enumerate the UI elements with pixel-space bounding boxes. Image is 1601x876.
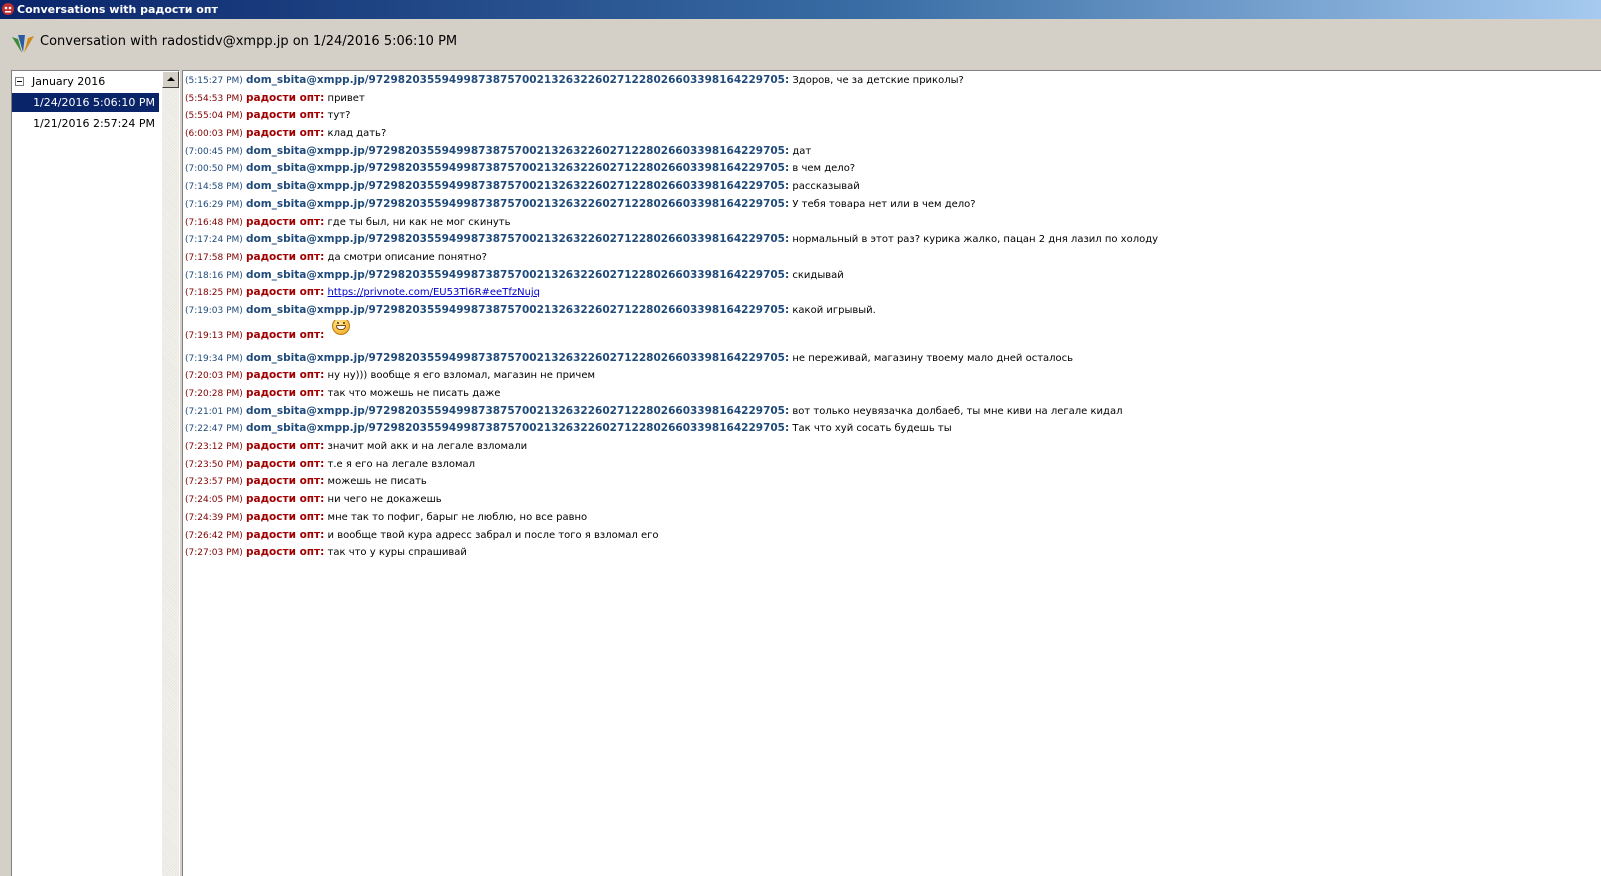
message-timestamp: (7:27:03 PM): [185, 548, 243, 559]
tree-month-node[interactable]: [12, 72, 159, 91]
message-sender: dom_sbita@xmpp.jp/97298203559499873875700213263226027122802660339816422970​5:: [245, 422, 790, 435]
message-sender: dom_sbita@xmpp.jp/97298203559499873875700213263226027122802660339816422970​5:: [245, 74, 790, 86]
message-sender: dom_sbita@xmpp.jp/97298203559499873875700213263226027122802660339816422970​5:: [245, 233, 790, 246]
message-row: [185, 231, 1595, 249]
message-timestamp: (7:16:29 PM): [185, 199, 243, 210]
message-sender: радости опт:: [245, 510, 325, 523]
message-sender: радости опт:: [245, 250, 325, 263]
message-row: [185, 320, 1595, 350]
message-body: в чем дело?: [792, 163, 856, 175]
message-timestamp: (7:23:57 PM): [185, 477, 243, 488]
message-body: да смотри описание понятно?: [327, 251, 487, 263]
message-sender: радости опт:: [245, 440, 325, 453]
message-timestamp: (7:18:16 PM): [185, 270, 243, 281]
message-timestamp: (7:24:39 PM): [185, 512, 243, 523]
message-timestamp: (7:18:25 PM): [185, 288, 243, 299]
message-body: тут?: [327, 110, 351, 122]
message-row: [185, 438, 1595, 456]
message-body: Здоров, че за детские приколы?: [792, 75, 964, 86]
message-timestamp: (5:55:04 PM): [185, 111, 243, 122]
message-body: можешь не писать: [327, 476, 427, 488]
message-body: нормальный в этот раз? курика жалко, пацан 2 дня лазил по холоду: [792, 234, 1159, 246]
grin-emoticon-icon: [332, 320, 350, 335]
message-row: [185, 350, 1595, 368]
message-sender: радости опт:: [245, 215, 325, 228]
message-body: [328, 330, 350, 341]
message-timestamp: (7:20:03 PM): [185, 371, 243, 382]
message-sender: dom_sbita@xmpp.jp/97298203559499873875700213263226027122802660339816422970​5:: [245, 303, 790, 316]
message-list: [185, 72, 1595, 562]
message-timestamp: (7:14:58 PM): [185, 182, 243, 193]
message-timestamp: (7:00:50 PM): [185, 164, 243, 175]
message-timestamp: (7:23:50 PM): [185, 459, 243, 470]
message-body: скидывай: [792, 269, 844, 281]
message-row: [185, 178, 1595, 196]
message-row: [185, 107, 1595, 125]
tree-item-label: 1/21/2016 2:57:24 PM: [33, 117, 155, 130]
conversation-log: [182, 70, 1601, 876]
message-row: [185, 420, 1595, 438]
message-sender: радости опт:: [245, 369, 325, 382]
scroll-up-button[interactable]: [162, 71, 179, 88]
message-row: [185, 367, 1595, 385]
message-row: [185, 302, 1595, 320]
message-row: [185, 196, 1595, 214]
message-row: [185, 249, 1595, 267]
message-sender: радости опт:: [245, 457, 325, 470]
message-body: значит мой акк и на легале взломали: [327, 441, 528, 453]
message-row: [185, 509, 1595, 527]
message-timestamp: (7:19:03 PM): [185, 305, 243, 316]
tree-item-label: 1/24/2016 5:06:10 PM: [33, 96, 155, 109]
message-body: привет: [327, 92, 365, 104]
message-body: т.е я его на легале взломал: [327, 458, 476, 470]
pidgin-app-icon: [1, 2, 15, 16]
message-timestamp: (7:17:24 PM): [185, 235, 243, 246]
date-tree: [12, 71, 162, 876]
message-body: рассказывай: [792, 181, 860, 193]
message-row: [185, 527, 1595, 545]
message-timestamp: (7:22:47 PM): [185, 424, 243, 435]
message-sender: радости опт:: [245, 286, 325, 299]
message-body: ну ну))) вообще я его взломал, магазин не причем: [327, 370, 596, 382]
message-timestamp: (7:19:34 PM): [185, 353, 243, 364]
message-timestamp: (7:23:12 PM): [185, 442, 243, 453]
message-timestamp: (5:54:53 PM): [185, 93, 243, 104]
tree-item-conversation[interactable]: [12, 93, 159, 112]
message-row: [185, 214, 1595, 232]
tree-month-label: January 2016: [32, 75, 106, 88]
message-body: [328, 287, 541, 298]
message-body: и вообще твой кура адресс забрал и после того я взломал его: [327, 529, 659, 541]
date-tree-pane: [11, 70, 180, 876]
message-body: У тебя товара нет или в чем дело?: [792, 198, 976, 210]
message-timestamp: (7:24:05 PM): [185, 495, 243, 506]
message-body: так что можешь не писать даже: [327, 388, 501, 399]
collapse-toggle-icon[interactable]: [15, 77, 24, 86]
message-sender: радости опт:: [245, 528, 325, 541]
message-body: клад дать?: [327, 128, 387, 140]
message-row: [185, 284, 1595, 302]
message-row: [185, 90, 1595, 108]
message-link[interactable]: https://privnote.com/EU53Tl6R#eeTfzNujq: [327, 287, 541, 299]
message-timestamp: (7:20:28 PM): [185, 389, 243, 399]
message-body: дат: [792, 145, 812, 157]
title-bar[interactable]: [0, 0, 1601, 19]
message-sender: радости опт:: [245, 493, 325, 506]
message-timestamp: (7:17:58 PM): [185, 252, 243, 263]
message-timestamp: (5:15:27 PM): [185, 76, 243, 86]
message-timestamp: (7:19:13 PM): [185, 330, 243, 341]
message-row: [185, 143, 1595, 161]
message-sender: dom_sbita@xmpp.jp/97298203559499873875700213263226027122802660339816422970​5:: [245, 162, 790, 175]
message-sender: радости опт:: [245, 109, 325, 122]
message-row: [185, 491, 1595, 509]
tree-item-conversation[interactable]: [12, 114, 159, 133]
message-timestamp: (7:16:48 PM): [185, 217, 243, 228]
message-row: [185, 456, 1595, 474]
message-row: [185, 125, 1595, 143]
message-sender: dom_sbita@xmpp.jp/97298203559499873875700213263226027122802660339816422970​5:: [245, 180, 790, 193]
message-row: [185, 160, 1595, 178]
message-row: [185, 72, 1595, 90]
message-sender: dom_sbita@xmpp.jp/97298203559499873875700213263226027122802660339816422970​5:: [245, 351, 790, 364]
message-sender: радости опт:: [245, 91, 325, 104]
message-sender: радости опт:: [245, 328, 325, 341]
message-body: какой игрывый.: [792, 304, 876, 316]
message-row: [185, 385, 1595, 403]
message-sender: радости опт:: [245, 387, 325, 399]
message-timestamp: (7:26:42 PM): [185, 530, 243, 541]
tree-scrollbar[interactable]: [162, 71, 179, 876]
conversation-header: [0, 19, 1601, 69]
message-body: ни чего не докажешь: [327, 494, 442, 506]
protocol-logo-icon: [10, 33, 36, 55]
message-sender: dom_sbita@xmpp.jp/97298203559499873875700213263226027122802660339816422970​5:: [245, 404, 790, 417]
window-title: Conversations with радости опт: [17, 3, 218, 16]
message-sender: dom_sbita@xmpp.jp/97298203559499873875700213263226027122802660339816422970​5:: [245, 197, 790, 210]
message-body: вот только неувязачка долбаеб, ты мне киви на легале кидал: [792, 405, 1123, 417]
message-sender: dom_sbita@xmpp.jp/97298203559499873875700213263226027122802660339816422970​5:: [245, 268, 790, 281]
message-body: не переживай, магазину твоему мало дней осталось: [792, 352, 1074, 364]
message-body: мне так то пофиг, барыг не люблю, но все равно: [327, 511, 588, 523]
message-sender: радости опт:: [245, 546, 325, 559]
message-timestamp: (7:21:01 PM): [185, 406, 243, 417]
message-sender: радости опт:: [245, 127, 325, 140]
message-sender: радости опт:: [245, 475, 325, 488]
message-row: [185, 267, 1595, 285]
message-body: Так что хуй сосать будешь ты: [792, 423, 952, 435]
message-timestamp: (7:00:45 PM): [185, 146, 243, 157]
message-body: где ты был, ни как не мог скинуть: [327, 216, 511, 228]
message-row: [185, 544, 1595, 562]
message-body: так что у куры спрашивай: [327, 547, 467, 559]
message-row: [185, 403, 1595, 421]
conversation-title: Conversation with radostidv@xmpp.jp on 1/24/2016 5:06:10 PM: [40, 34, 458, 49]
message-row: [185, 473, 1595, 491]
message-sender: dom_sbita@xmpp.jp/97298203559499873875700213263226027122802660339816422970​5:: [245, 144, 790, 157]
message-timestamp: (6:00:03 PM): [185, 129, 243, 140]
